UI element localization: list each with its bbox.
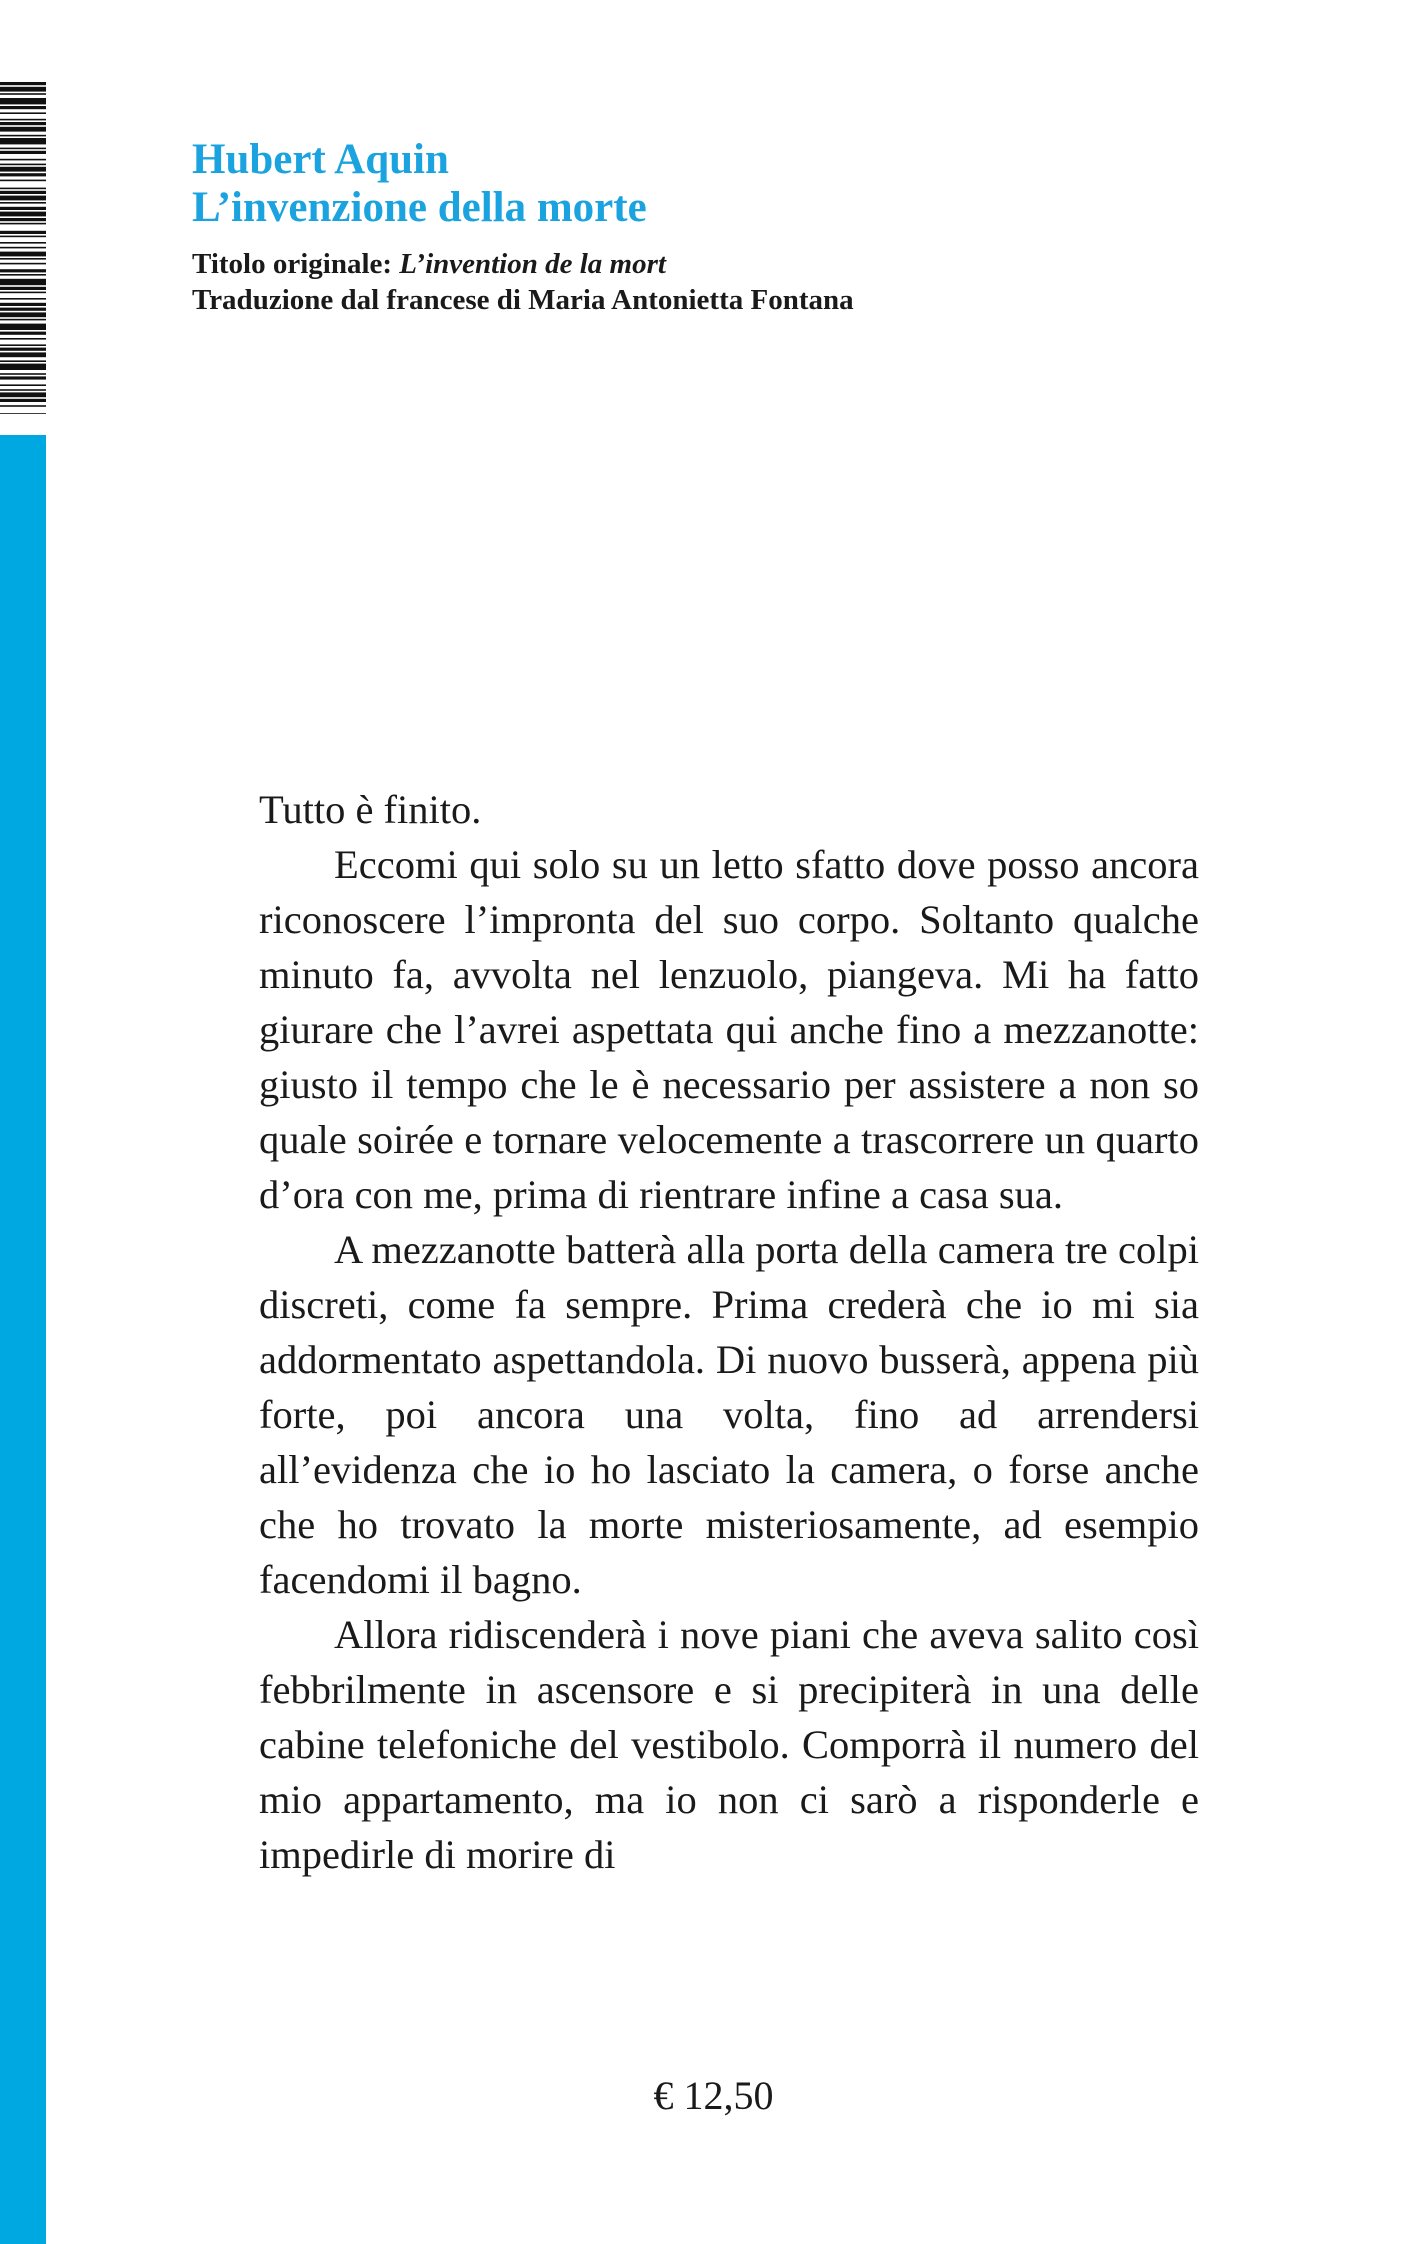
paragraph: Allora ridiscenderà i nove piani che aveva salito così febbrilmente in ascensore e si precipiterà in una delle cabine telefoniche del vestibolo. Comporrà il numero del mio appartamento, ma io non ci sarò a risponderle e impedirle di morire di	[259, 1612, 1199, 1877]
barcode-stripe	[0, 413, 46, 414]
barcode-stripe	[0, 167, 46, 172]
barcode-stripe	[0, 98, 46, 104]
barcode-stripe	[0, 258, 46, 260]
barcode-stripe	[0, 373, 46, 375]
barcode-stripe	[0, 399, 46, 402]
barcode-stripe	[0, 389, 46, 391]
barcode-stripe	[0, 332, 46, 335]
book-meta	[192, 246, 854, 318]
barcode-stripe	[0, 312, 46, 317]
barcode-stripe	[0, 93, 46, 95]
barcode-stripe	[0, 231, 46, 234]
spine-color-band	[0, 435, 46, 2244]
barcode-stripe	[0, 384, 46, 386]
barcode-stripe	[0, 127, 46, 132]
barcode-stripe	[0, 173, 46, 176]
barcode-stripe	[0, 106, 46, 109]
barcode-stripe	[0, 405, 46, 407]
barcode-stripe	[0, 135, 46, 137]
barcode-stripe	[0, 138, 46, 144]
barcode-stripe	[0, 319, 46, 321]
barcode-stripe	[0, 242, 46, 244]
price: € 12,50	[653, 2073, 774, 2118]
barcode	[0, 82, 46, 414]
barcode-stripe	[0, 148, 46, 150]
barcode-stripe	[0, 159, 46, 161]
barcode-stripe	[0, 352, 46, 357]
barcode-stripe	[0, 263, 46, 265]
translation-credit: Traduzione dal francese di Maria Antonietta Fontana	[192, 284, 854, 316]
barcode-stripe	[0, 269, 46, 272]
excerpt-text	[259, 782, 1199, 1882]
barcode-stripe	[0, 207, 46, 210]
barcode-stripe	[0, 252, 46, 257]
barcode-stripe	[0, 188, 46, 190]
barcode-stripe	[0, 292, 46, 294]
barcode-stripe	[0, 392, 46, 397]
barcode-stripe	[0, 164, 46, 166]
barcode-stripe	[0, 119, 46, 121]
paragraph: A mezzanotte batterà alla porta della camera tre colpi discreti, come fa sempre. Prima crederà che io mi sia addormentato aspettandola. Di nuovo busserà, appena più forte, poi ancora una volta, fino ad arrendersi all’evidenza che io ho lasciato la camera, o forse anche che ho trovato la morte misteriosamente, ad esempio facendomi il bagno.	[259, 1227, 1199, 1602]
barcode-stripe	[0, 180, 46, 182]
barcode-stripe	[0, 191, 46, 194]
book-header	[192, 136, 854, 318]
paragraph: Eccomi qui solo su un letto sfatto dove posso ancora riconoscere l’impronta del suo corpo. Soltanto qualche minuto fa, avvolta nel lenzuolo, piangeva. Mi ha fatto giurare che l’avrei aspettata qui anche fino a mezzanotte: giusto il tempo che le è necessario per assistere a non so quale soirée e tornare velocemente a trascorrere un quarto d’ora con me, prima di rientrare infine a casa sua.	[259, 842, 1199, 1217]
original-title-label: Titolo originale:	[192, 248, 400, 280]
barcode-stripe	[0, 218, 46, 221]
barcode-stripe	[0, 202, 46, 204]
barcode-stripe	[0, 360, 46, 362]
barcode-stripe	[0, 87, 46, 92]
book-title: L’invenzione della morte	[192, 184, 647, 231]
barcode-stripe	[0, 308, 46, 311]
barcode-stripe	[0, 287, 46, 290]
original-title: L’invention de la mort	[399, 248, 666, 280]
barcode-stripe	[0, 82, 46, 85]
barcode-stripe	[0, 236, 46, 238]
barcode-stripe	[0, 151, 46, 154]
barcode-stripe	[0, 274, 46, 276]
barcode-stripe	[0, 122, 46, 125]
barcode-stripe	[0, 223, 46, 225]
paragraph: Tutto è finito.	[259, 787, 482, 832]
barcode-stripe	[0, 324, 46, 330]
barcode-stripe	[0, 247, 46, 249]
barcode-stripe	[0, 376, 46, 379]
original-title-line	[192, 246, 854, 282]
barcode-stripe	[0, 212, 46, 217]
barcode-stripe	[0, 112, 46, 114]
author-name: Hubert Aquin	[192, 136, 449, 183]
barcode-stripe	[0, 279, 46, 285]
barcode-stripe	[0, 196, 46, 201]
barcode-stripe	[0, 364, 46, 370]
barcode-stripe	[0, 303, 46, 306]
barcode-stripe	[0, 338, 46, 340]
barcode-stripe	[0, 298, 46, 300]
barcode-stripe	[0, 348, 46, 351]
barcode-stripe	[0, 344, 46, 346]
